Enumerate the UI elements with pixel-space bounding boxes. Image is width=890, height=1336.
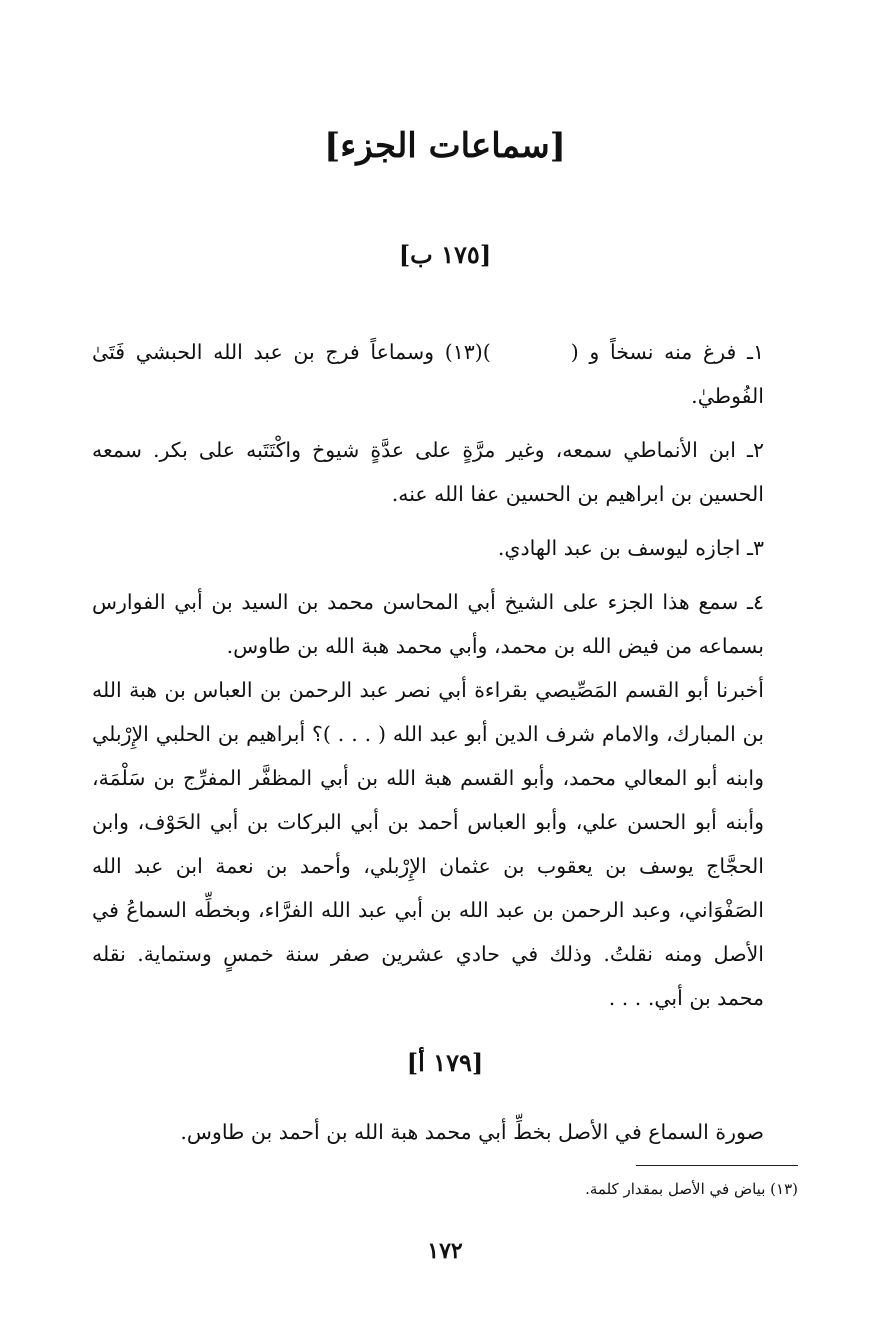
paragraph-5: أخبرنا أبو القسم المَصِّيصي بقراءة أبي نصر عبد الرحمن بن العباس بن هبة الله بن المبارك، والامام شرف الدين أبو عبد الله ( . . . )؟ أبراهيم بن الحلبي الإِرْبلي وابنه أبو المعالي محمد، وأبو القسم هبة الله بن أبي المظفَّر المفرِّج بن سَلْمَة، وأبنه أبو الحسن علي، وأبو العباس أحمد بن أبي البركات بن أبي الحَوْف، وابن الحجَّاج يوسف بن يعقوب بن عثمان الإِرْبلي، وأحمد بن نعمة ابن عبد الله الصَفْوَاني، وعبد الرحمن بن عبد الله بن أبي عبد الله الفرَّاء، وبخطِّه السماعُ في الأصل ومنه نقلتُ. وذلك في حادي عشرين صفر سنة خمسٍ وستماية. نقله محمد بن أبي. . . .: [92, 678, 764, 1010]
footnote-13: (١٣) بياض في الأصل بمقدار كلمة.: [585, 1180, 798, 1198]
paragraph-2: ٢ـ ابن الأنماطي سمعه، وغير مرَّةٍ على عدَّةٍ شيوخ واكْتَتَبه على بكر. سمعه الحسين بن ابراهيم بن الحسين عفا الله عنه.: [92, 438, 764, 506]
folio-marker-175b: [١٧٥ ب]: [398, 240, 492, 269]
page-number: ١٧٢: [427, 1238, 463, 1264]
paragraph-1: [92, 330, 764, 418]
paragraph-3: ٣ـ اجازه ليوسف بن عبد الهادي.: [497, 536, 764, 560]
paragraph-1-part-a: ١ـ فرغ منه نسخاً و (: [570, 340, 764, 364]
folio-marker-179a: [١٧٩ أ]: [406, 1048, 484, 1077]
paragraph-4: ٤ـ سمع هذا الجزء على الشيخ أبي المحاسن محمد بن السيد بن أبي الفوارس بسماعه من فيض الله بن محمد، وأبي محمد هبة الله بن طاوس.: [92, 590, 764, 658]
paragraph-6: صورة السماع في الأصل بخطِّ أبي محمد هبة الله بن أحمد بن طاوس.: [180, 1120, 764, 1144]
paragraph-1-part-b: )(١٣) وسماعاً فرج بن عبد الله الحبشي فَتَىٰ الفُوطيٰ.: [92, 340, 764, 408]
footnote-divider: [636, 1165, 798, 1166]
section-title: [سماعات الجزء]: [324, 126, 566, 166]
